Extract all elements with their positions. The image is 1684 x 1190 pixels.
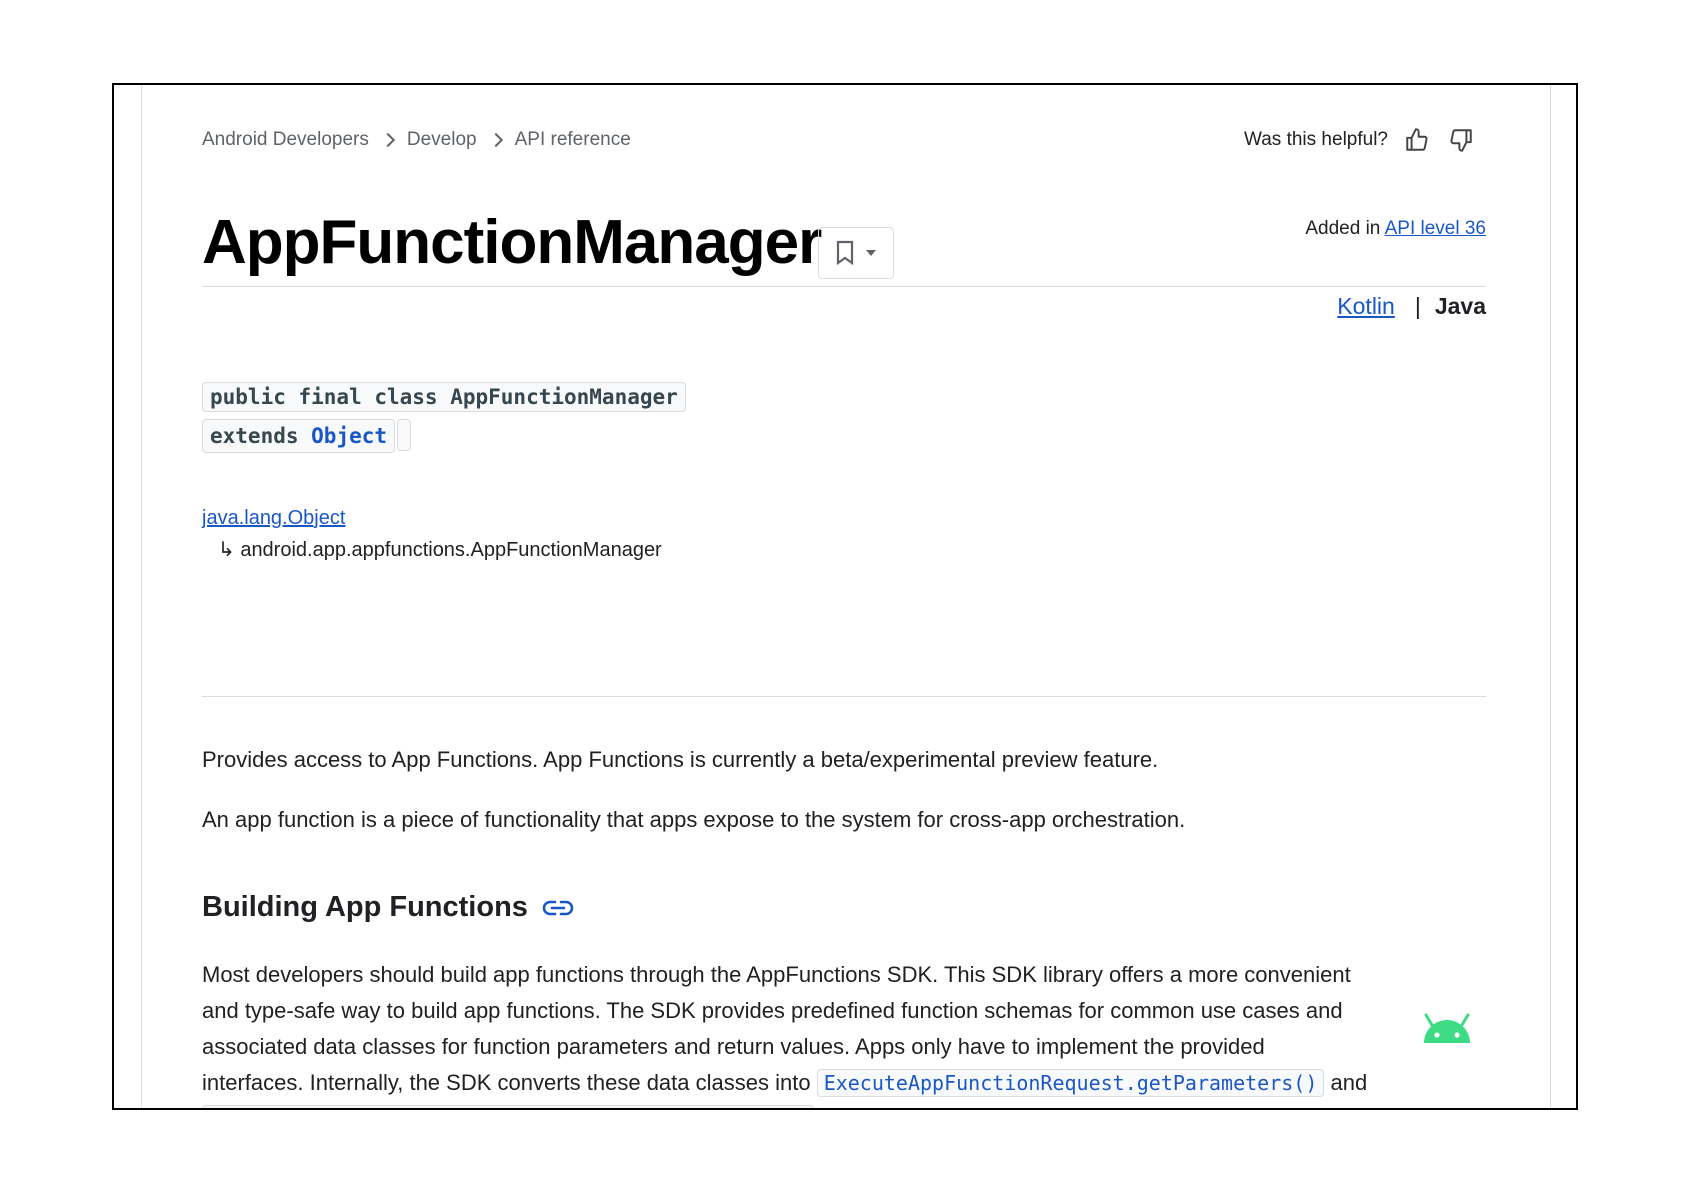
- thumb-up-icon[interactable]: [1402, 125, 1432, 155]
- api-level-info: [1305, 218, 1486, 240]
- feedback-label: Was this helpful?: [1244, 129, 1388, 150]
- bookmark-icon: [835, 240, 855, 266]
- kotlin-link[interactable]: Kotlin: [1337, 293, 1395, 319]
- thumb-down-icon[interactable]: [1446, 125, 1476, 155]
- extends-code: [202, 419, 395, 453]
- language-separator: |: [1414, 293, 1421, 319]
- chevron-right-icon: [489, 133, 503, 147]
- extends-signature: [202, 419, 411, 453]
- api-level-link[interactable]: API level 36: [1384, 218, 1486, 239]
- get-parameters-code-link[interactable]: ExecuteAppFunctionRequest.getParameters(): [817, 1069, 1325, 1097]
- android-robot-icon: [1420, 1007, 1474, 1047]
- body-line-3: associated data classes for function parameters and return values. Apps only have to implement the provided: [202, 1034, 1265, 1059]
- bookmark-button[interactable]: [818, 227, 894, 279]
- java-lang-object-link[interactable]: java.lang.Object: [202, 507, 346, 529]
- main-content: [202, 85, 1486, 1108]
- code-stub: [397, 419, 411, 451]
- feedback-widget: [1244, 125, 1476, 155]
- breadcrumb-android-developers[interactable]: Android Developers: [202, 129, 369, 150]
- chevron-right-icon: [381, 133, 395, 147]
- breadcrumb-api-reference[interactable]: API reference: [514, 129, 631, 150]
- section-heading: [202, 891, 574, 924]
- extends-keyword: extends: [210, 424, 312, 448]
- page-title: AppFunctionManager: [202, 208, 822, 277]
- section-divider: [202, 696, 1486, 697]
- language-switcher: [1337, 293, 1486, 320]
- breadcrumb: [202, 129, 631, 151]
- content-left-border: [141, 85, 142, 1108]
- link-icon[interactable]: [542, 898, 574, 918]
- body-line-2: and type-safe way to build app functions. The SDK provides predefined function schemas for common use cases and: [202, 998, 1343, 1023]
- hierarchy-parent: [202, 507, 345, 530]
- section-body: [202, 957, 1492, 1101]
- body-line-4-prefix: interfaces. Internally, the SDK converts these data classes into: [202, 1070, 817, 1095]
- description-paragraph-1: Provides access to App Functions. App Functions is currently a beta/experimental preview feature.: [202, 747, 1159, 772]
- browser-frame: [112, 83, 1578, 1110]
- body-line-1: Most developers should build app functions through the AppFunctions SDK. This SDK library offers a more convenient: [202, 962, 1351, 987]
- truncated-code-snippet: [202, 1105, 814, 1110]
- java-selected: Java: [1434, 293, 1486, 319]
- content-right-border: [1550, 85, 1551, 1108]
- object-type-link[interactable]: Object: [311, 424, 388, 448]
- title-divider: [202, 286, 1486, 287]
- caret-down-icon: [865, 249, 877, 257]
- signature-line: public final class AppFunctionManager: [202, 382, 686, 412]
- breadcrumb-develop[interactable]: Develop: [406, 129, 477, 150]
- hierarchy-child: ↳ android.app.appfunctions.AppFunctionManager: [218, 539, 662, 561]
- body-line-4: [202, 1065, 1492, 1101]
- class-signature: [202, 383, 686, 412]
- added-in-label: Added in: [1305, 218, 1385, 239]
- description-paragraph-2: An app function is a piece of functionality that apps expose to the system for cross-app orchestration.: [202, 807, 1186, 832]
- body-line-4-suffix: and: [1324, 1070, 1368, 1095]
- section-heading-text: Building App Functions: [202, 891, 528, 923]
